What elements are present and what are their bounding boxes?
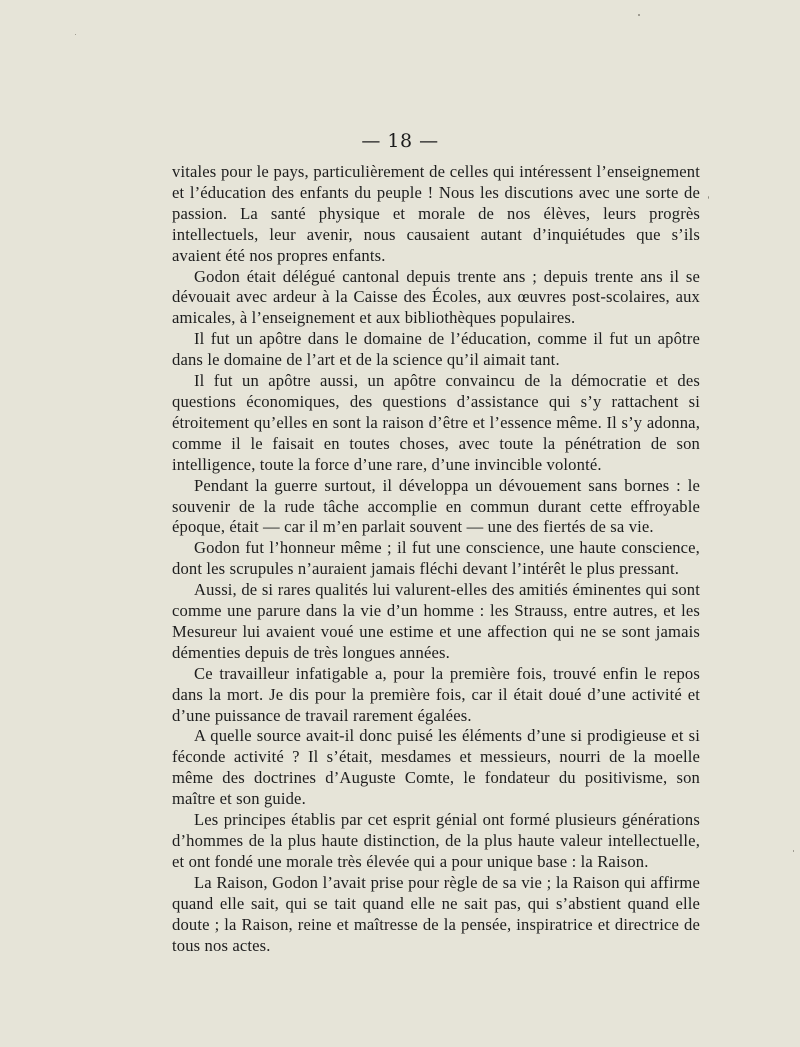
paragraph-8: Ce travailleur infatigable a, pour la première fois, trouvé enfin le repos dans la mort. Je dis pour la première fois, car il était doué d’une activité et d’une puissance de travail rarement égalées. (172, 663, 700, 725)
paragraph-11: La Raison, Godon l’avait prise pour règle de sa vie ; la Raison qui affirme quand elle sait, qui se tait quand elle ne sait pas, qui s’abstient quand elle doute ; la Raison, reine et maîtresse de la pensée, inspiratrice et directrice de tous nos actes. (172, 872, 700, 955)
paper-speck (793, 850, 794, 852)
paragraph-10: Les principes établis par cet esprit génial ont formé plusieurs générations d’hommes de la plus haute distinction, de la plus haute valeur intellectuelle, et ont fondé une morale très élevée qui a pour unique base : la Raison. (172, 810, 700, 871)
paper-speck (638, 14, 640, 16)
page-number: — 18 — (361, 130, 439, 152)
body-text (172, 162, 700, 956)
paragraph-3: Il fut un apôtre dans le domaine de l’éducation, comme il fut un apôtre dans le domaine de l’art et de la science qu’il aimait tant. (172, 329, 700, 370)
paper-speck (708, 196, 709, 199)
paragraph-9: A quelle source avait-il donc puisé les éléments d’une si prodigieuse et si féconde activité ? Il s’était, mesdames et messieurs, nourri de la moelle même des doctrines d’Auguste Comte, le fondateur du positivisme, son maître et son guide. (172, 726, 700, 809)
paragraph-6: Godon fut l’honneur même ; il fut une conscience, une haute conscience, dont les scrupules n’auraient jamais fléchi devant l’intérêt le plus pressant. (172, 538, 700, 579)
paragraph-2: Godon était délégué cantonal depuis trente ans ; depuis trente ans il se dévouait avec ardeur à la Caisse des Écoles, aux œuvres post-scolaires, aux amicales, à l’enseignement et aux bibliothèques populaires. (172, 266, 700, 328)
paragraph-1: vitales pour le pays, particulièrement de celles qui intéressent l’enseignement et l’éducation des enfants du peuple ! Nous les discutions avec une sorte de passion. La santé physique et morale de nos élèves, leurs progrès intellectuels, leur avenir, nous causaient autant d’inquiétudes que s’ils avaient été nos propres enfants. (172, 162, 700, 265)
paragraph-5: Pendant la guerre surtout, il développa un dévouement sans bornes : le souvenir de la rude tâche accomplie en commun durant cette effroyable époque, était — car il m’en parlait souvent — une des fiertés de sa vie. (172, 475, 700, 537)
paragraph-7: Aussi, de si rares qualités lui valurent-elles des amitiés éminentes qui sont comme une parure dans la vie d’un homme : les Strauss, entre autres, et les Mesureur lui avaient voué une estime et une affection qui ne se sont jamais démenties depuis de très longues années. (172, 580, 700, 662)
paragraph-4: Il fut un apôtre aussi, un apôtre convaincu de la démocratie et des questions économiques, des questions d’assistance qui s’y rattachent si étroitement qu’elles en sont la raison d’être et l’essence même. Il s’y adonna, comme il le faisait en toutes choses, avec toute la pénétration de son intelligence, toute la force d’une rare, d’une invincible volonté. (172, 371, 700, 474)
paper-speck (75, 34, 76, 35)
